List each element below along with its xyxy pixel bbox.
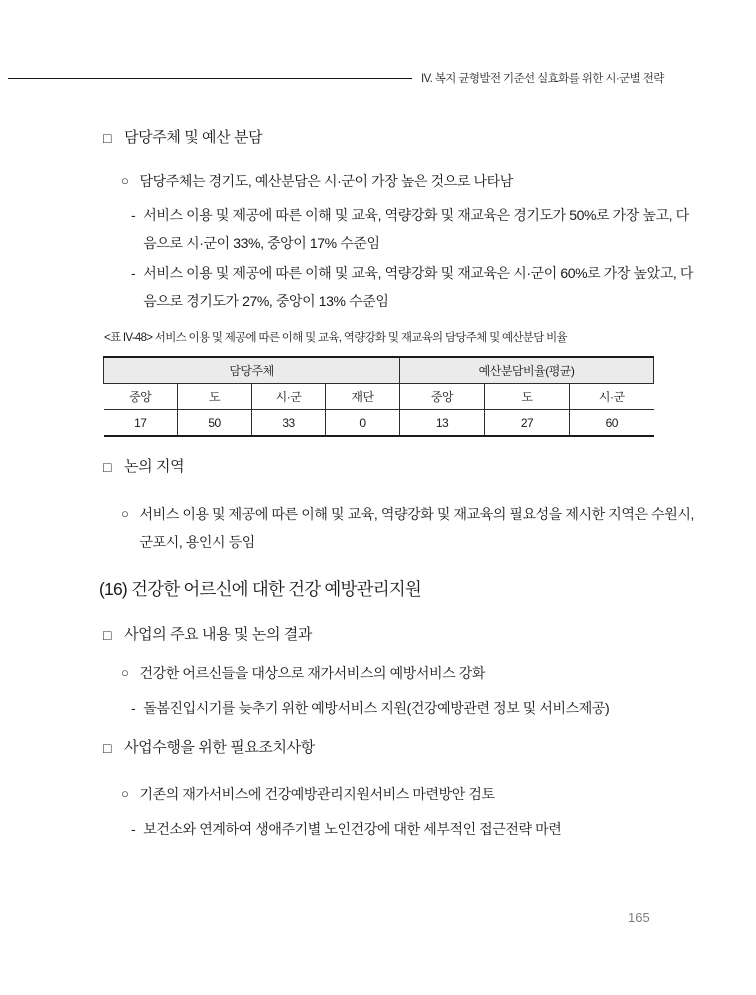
item-text: 돌봄진입시기를 늦추기 위한 예방서비스 지원(건강예방관련 정보 및 서비스제공) bbox=[143, 700, 610, 716]
square-bullet-icon: □ bbox=[103, 740, 112, 756]
action-detail bbox=[131, 819, 731, 839]
heading-text: 사업의 주요 내용 및 논의 결과 bbox=[124, 626, 312, 643]
column-header: 도 bbox=[178, 384, 252, 410]
budget-summary-item bbox=[121, 171, 513, 191]
column-header: 재단 bbox=[326, 384, 400, 410]
item-text: 담당주체는 경기도, 예산분담은 시·군이 가장 높은 것으로 나타남 bbox=[139, 173, 513, 189]
square-bullet-icon: □ bbox=[103, 130, 112, 146]
group-header-budget-ratio: 예산분담비율(평균) bbox=[400, 357, 654, 384]
column-header: 중앙 bbox=[104, 384, 178, 410]
column-header: 시·군 bbox=[252, 384, 326, 410]
circle-bullet-icon: ○ bbox=[121, 506, 129, 521]
table-cell: 0 bbox=[326, 410, 400, 437]
action-item bbox=[121, 784, 495, 804]
table-value-row bbox=[104, 410, 654, 437]
column-header: 도 bbox=[485, 384, 570, 410]
header-rule bbox=[8, 78, 412, 79]
project16-heading: (16) 건강한 어르신에 대한 건강 예방관리지원 bbox=[99, 579, 422, 599]
budget-detail-1 bbox=[131, 201, 699, 257]
dash-bullet-icon: - bbox=[131, 265, 136, 281]
table-cell: 27 bbox=[485, 410, 570, 437]
square-bullet-icon: □ bbox=[103, 627, 112, 643]
page-number: 165 bbox=[628, 910, 650, 925]
budget-section-heading bbox=[103, 128, 262, 148]
column-header: 중앙 bbox=[400, 384, 485, 410]
dash-bullet-icon: - bbox=[131, 821, 136, 837]
content-detail bbox=[131, 698, 731, 718]
circle-bullet-icon: ○ bbox=[121, 665, 129, 680]
chapter-title: IV. 복지 균형발전 기준선 실효화를 위한 시·군별 전략 bbox=[421, 73, 664, 85]
heading-text: 사업수행을 위한 필요조치사항 bbox=[124, 739, 315, 756]
table-group-header-row bbox=[104, 357, 654, 384]
budget-detail-2 bbox=[131, 259, 699, 315]
item-text: 건강한 어르신들을 대상으로 재가서비스의 예방서비스 강화 bbox=[139, 665, 486, 681]
table-cell: 50 bbox=[178, 410, 252, 437]
circle-bullet-icon: ○ bbox=[121, 173, 129, 188]
item-text: 서비스 이용 및 제공에 따른 이해 및 교육, 역량강화 및 재교육은 시·군이 60%로 가장 높았고, 다음으로 경기도가 27%, 중앙이 13% 수준임 bbox=[143, 265, 694, 309]
column-header: 시·군 bbox=[570, 384, 654, 410]
page-header bbox=[8, 70, 716, 86]
item-text: 보건소와 연계하여 생애주기별 노인건강에 대한 세부적인 접근전략 마련 bbox=[143, 821, 562, 837]
heading-text: 논의 지역 bbox=[124, 458, 185, 475]
item-text: 기존의 재가서비스에 건강예방관리지원서비스 마련방안 검토 bbox=[139, 786, 495, 802]
heading-text: 담당주체 및 예산 분담 bbox=[124, 129, 263, 146]
content-item bbox=[121, 663, 485, 683]
group-header-responsible: 담당주체 bbox=[104, 357, 400, 384]
table-cell: 17 bbox=[104, 410, 178, 437]
item-text: 서비스 이용 및 제공에 따른 이해 및 교육, 역량강화 및 재교육의 필요성을 제시한 지역은 수원시, 군포시, 용인시 등임 bbox=[139, 506, 694, 550]
dash-bullet-icon: - bbox=[131, 700, 136, 716]
table-caption: <표 IV-48> 서비스 이용 및 제공에 따른 이해 및 교육, 역량강화 및 재교육의 담당주체 및 예산분담 비율 bbox=[104, 332, 567, 344]
table-column-header-row bbox=[104, 384, 654, 410]
table-cell: 60 bbox=[570, 410, 654, 437]
table-cell: 33 bbox=[252, 410, 326, 437]
budget-share-table bbox=[103, 356, 654, 437]
table-cell: 13 bbox=[400, 410, 485, 437]
action-section-heading bbox=[103, 738, 315, 758]
circle-bullet-icon: ○ bbox=[121, 786, 129, 801]
square-bullet-icon: □ bbox=[103, 459, 112, 475]
region-section-heading bbox=[103, 457, 184, 477]
dash-bullet-icon: - bbox=[131, 207, 136, 223]
item-text: 서비스 이용 및 제공에 따른 이해 및 교육, 역량강화 및 재교육은 경기도가 50%로 가장 높고, 다음으로 시·군이 33%, 중앙이 17% 수준임 bbox=[143, 207, 689, 251]
region-item bbox=[121, 500, 699, 556]
content-section-heading bbox=[103, 625, 312, 645]
